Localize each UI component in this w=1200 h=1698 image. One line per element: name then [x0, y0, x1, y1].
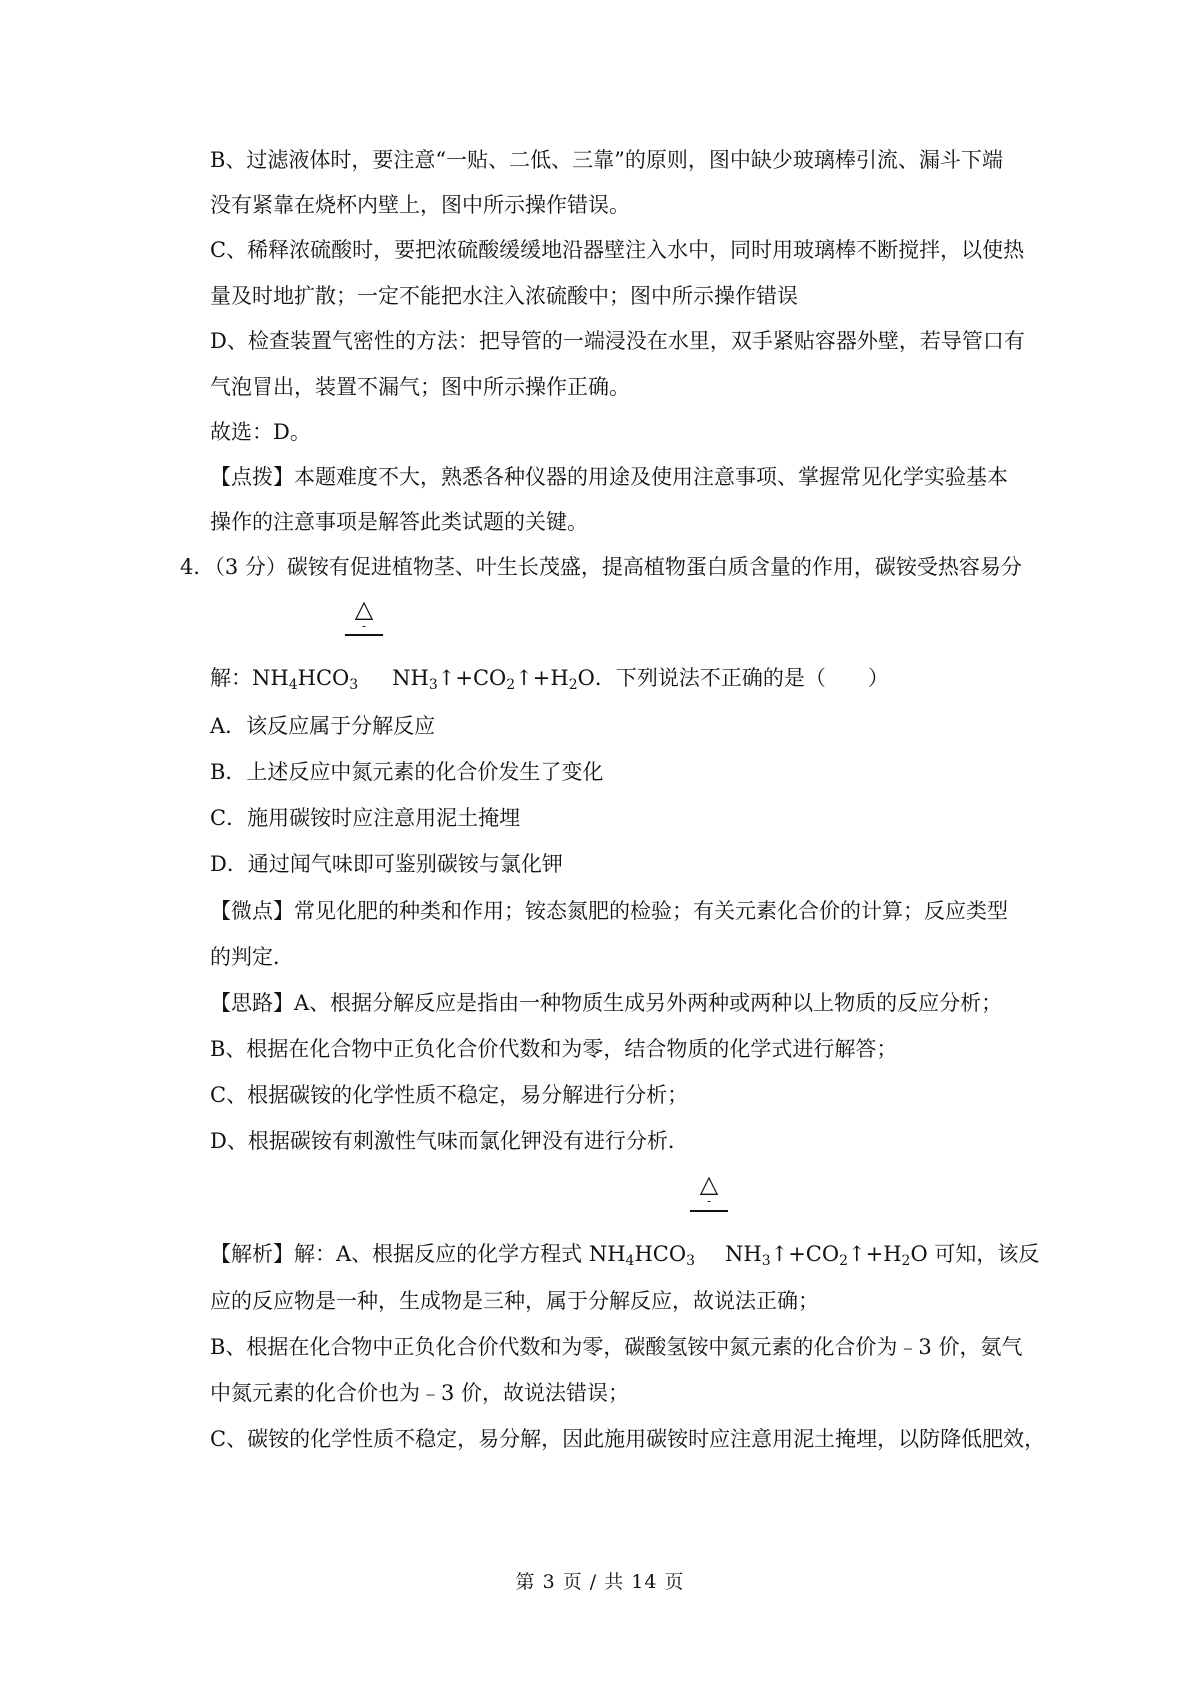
subscript: 2	[506, 677, 516, 693]
question-4-stem: 4．（3 分）碳铵有促进植物茎、叶生长茂盛，提高植物蛋白质含量的作用，碳铵受热容易分	[180, 555, 1022, 579]
text-line: 【点拨】本题难度不大，熟悉各种仪器的用途及使用注意事项、掌握常见化学实验基本	[210, 465, 1008, 489]
option-d: D．通过闻气味即可鉴别碳铵与氯化钾	[210, 852, 563, 876]
equation-line-1	[210, 664, 889, 699]
option-a: A．该反应属于分解反应	[210, 714, 436, 738]
subscript: 3	[349, 677, 359, 693]
reaction-bar	[345, 634, 383, 636]
text-line: 应的反应物是一种，生成物是三种，属于分解反应，故说法正确；	[210, 1289, 819, 1313]
text-line: C、根据碳铵的化学性质不稳定，易分解进行分析；	[210, 1083, 689, 1107]
reaction-bar	[690, 1210, 728, 1212]
eq2-prefix: 【解析】解：A、根据反应的化学方程式 NH	[210, 1242, 626, 1266]
eq2-h: ↑+H	[848, 1242, 902, 1266]
subscript: 2	[901, 1253, 911, 1269]
text-line: 的判定．	[210, 945, 294, 969]
subscript: 4	[288, 677, 298, 693]
option-b: B．上述反应中氮元素的化合价发生了变化	[210, 760, 604, 784]
page-footer: 第 3 页 / 共 14 页	[515, 1571, 685, 1593]
eq2-hco: HCO	[634, 1242, 687, 1266]
text-line: C、碳铵的化学性质不稳定，易分解，因此施用碳铵时应注意用泥土掩埋，以防降低肥效，	[210, 1427, 1046, 1451]
subscript: 3	[761, 1253, 771, 1269]
text-line: B、过滤液体时，要注意“一贴、二低、三靠”的原则，图中缺少玻璃棒引流、漏斗下端	[210, 148, 1003, 172]
triangle-symbol: △	[699, 1170, 719, 1198]
tick-symbol: -	[706, 1194, 712, 1208]
text-line: 【微点】常见化肥的种类和作用；铵态氮肥的检验；有关元素化合价的计算；反应类型	[210, 899, 1008, 923]
subscript: 2	[568, 677, 578, 693]
eq1-co: ↑+CO	[437, 666, 507, 690]
text-line: B、根据在化合物中正负化合价代数和为零，结合物质的化学式进行解答；	[210, 1037, 898, 1061]
text-line: 气泡冒出，装置不漏气；图中所示操作正确。	[210, 375, 630, 399]
text-line: D、根据碳铵有刺激性气味而氯化钾没有进行分析．	[210, 1129, 689, 1153]
eq2-nh: NH	[724, 1242, 762, 1266]
heating-condition-mark	[689, 1172, 729, 1206]
subscript: 4	[625, 1253, 635, 1269]
tick-symbol: -	[361, 619, 367, 633]
text-line: B、根据在化合物中正负化合价代数和为零，碳酸氢铵中氮元素的化合价为﹣3 价，氨气	[210, 1335, 1023, 1359]
heating-condition-mark	[344, 597, 384, 631]
eq2-tail: O 可知，该反	[910, 1242, 1040, 1266]
text-line: C、稀释浓硫酸时，要把浓硫酸缓缓地沿器壁注入水中，同时用玻璃棒不断搅拌，以使热	[210, 238, 1025, 262]
eq1-nh: NH	[392, 666, 429, 690]
eq1-hco: HCO	[297, 666, 350, 690]
subscript: 3	[686, 1253, 695, 1269]
text-line: 没有紧靠在烧杯内壁上，图中所示操作错误。	[210, 193, 630, 217]
eq1-prefix: 解：NH	[210, 666, 289, 690]
eq1-h: ↑+H	[515, 666, 569, 690]
option-c: C．施用碳铵时应注意用泥土掩埋	[210, 806, 521, 830]
text-line: 故选：D。	[210, 420, 311, 444]
text-line: D、检查装置气密性的方法：把导管的一端浸没在水里，双手紧贴容器外壁，若导管口有	[210, 329, 1025, 353]
eq1-tail: O．下列说法不正确的是（ ）	[577, 666, 889, 690]
equation-line-2	[210, 1240, 1039, 1275]
subscript: 2	[839, 1253, 849, 1269]
text-line: 中氮元素的化合价也为﹣3 价，故说法错误；	[210, 1381, 630, 1405]
eq2-co: ↑+CO	[770, 1242, 840, 1266]
text-line: 量及时地扩散；一定不能把水注入浓硫酸中；图中所示操作错误	[210, 284, 798, 308]
triangle-symbol: △	[354, 595, 374, 623]
text-line: 【思路】A、根据分解反应是指由一种物质生成另外两种或两种以上物质的反应分析；	[210, 991, 1003, 1015]
subscript: 3	[428, 677, 438, 693]
text-line: 操作的注意事项是解答此类试题的关键。	[210, 510, 588, 534]
